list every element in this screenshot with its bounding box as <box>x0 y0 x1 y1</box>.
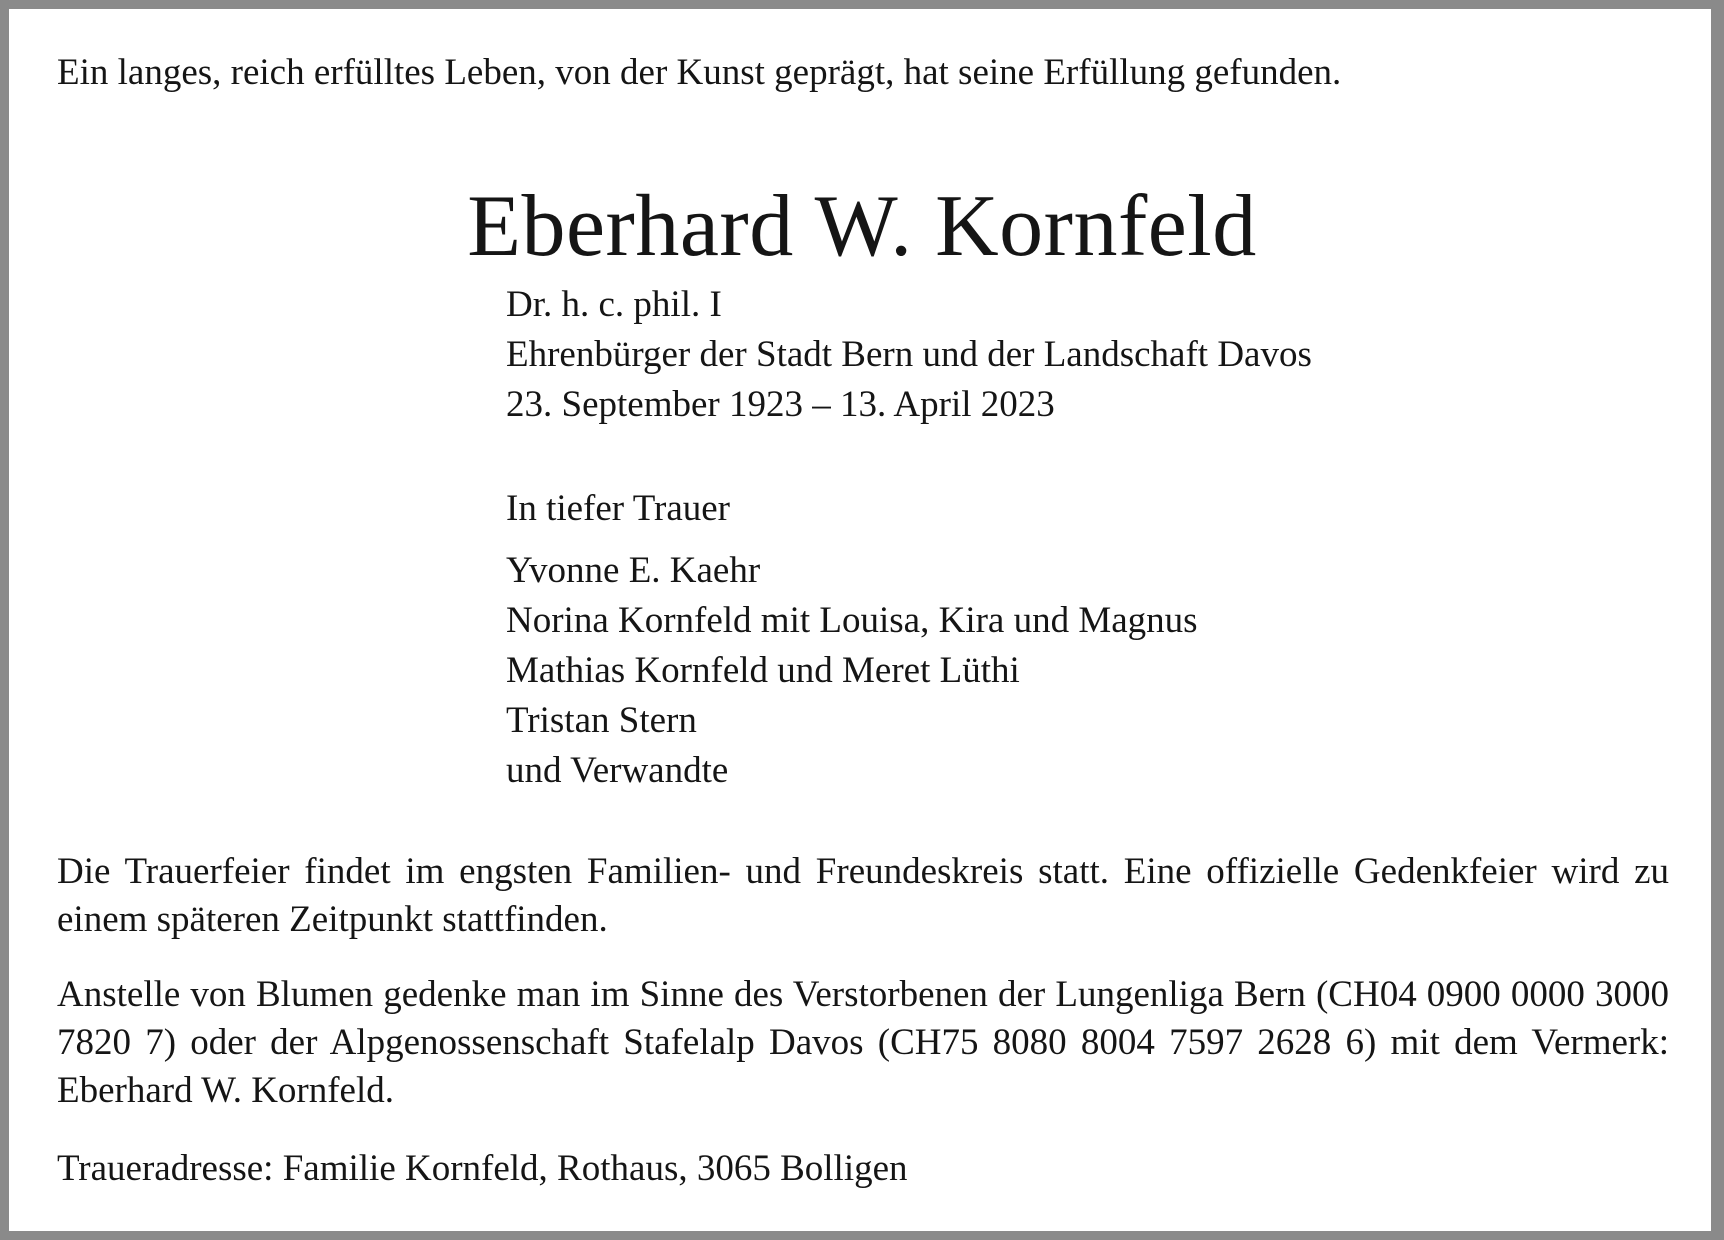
mourner-item: Mathias Kornfeld und Meret Lüthi <box>506 650 1020 691</box>
mourner-item: Norina Kornfeld mit Louisa, Kira und Magnus <box>506 600 1198 641</box>
deceased-name: Eberhard W. Kornfeld <box>467 178 1257 275</box>
mourners-list <box>506 546 1198 796</box>
honors-and-dates <box>506 280 1312 430</box>
funeral-info-paragraph: Die Trauerfeier findet im engsten Familien- und Freundeskreis statt. Eine offizielle Gedenkfeier wird zu einem späteren Zeitpunkt stattfinden. <box>57 851 1669 940</box>
mourning-heading: In tiefer Trauer <box>506 488 730 529</box>
mourner-item: Tristan Stern <box>506 700 697 741</box>
mourner-item: und Verwandte <box>506 750 729 791</box>
mourning-address: Traueradresse: Familie Kornfeld, Rothaus, 3065 Bolligen <box>57 1148 908 1189</box>
donation-info-paragraph: Anstelle von Blumen gedenke man im Sinne des Verstorbenen der Lungenliga Bern (CH04 0900 0000 3000 7820 7) oder der Alpgenossenschaft Stafelalp Davos (CH75 8080 8004 7597 2628 6) mit dem Vermerk: Eberhard W. Kornfeld. <box>57 974 1669 1111</box>
life-dates: 23. September 1923 – 13. April 2023 <box>506 384 1055 425</box>
honorary-citizenship: Ehrenbürger der Stadt Bern und der Landschaft Davos <box>506 334 1312 375</box>
mourner-item: Yvonne E. Kaehr <box>506 550 761 591</box>
academic-title: Dr. h. c. phil. I <box>506 284 722 325</box>
intro-sentence: Ein langes, reich erfülltes Leben, von der Kunst geprägt, hat seine Erfüllung gefunden. <box>57 52 1342 93</box>
